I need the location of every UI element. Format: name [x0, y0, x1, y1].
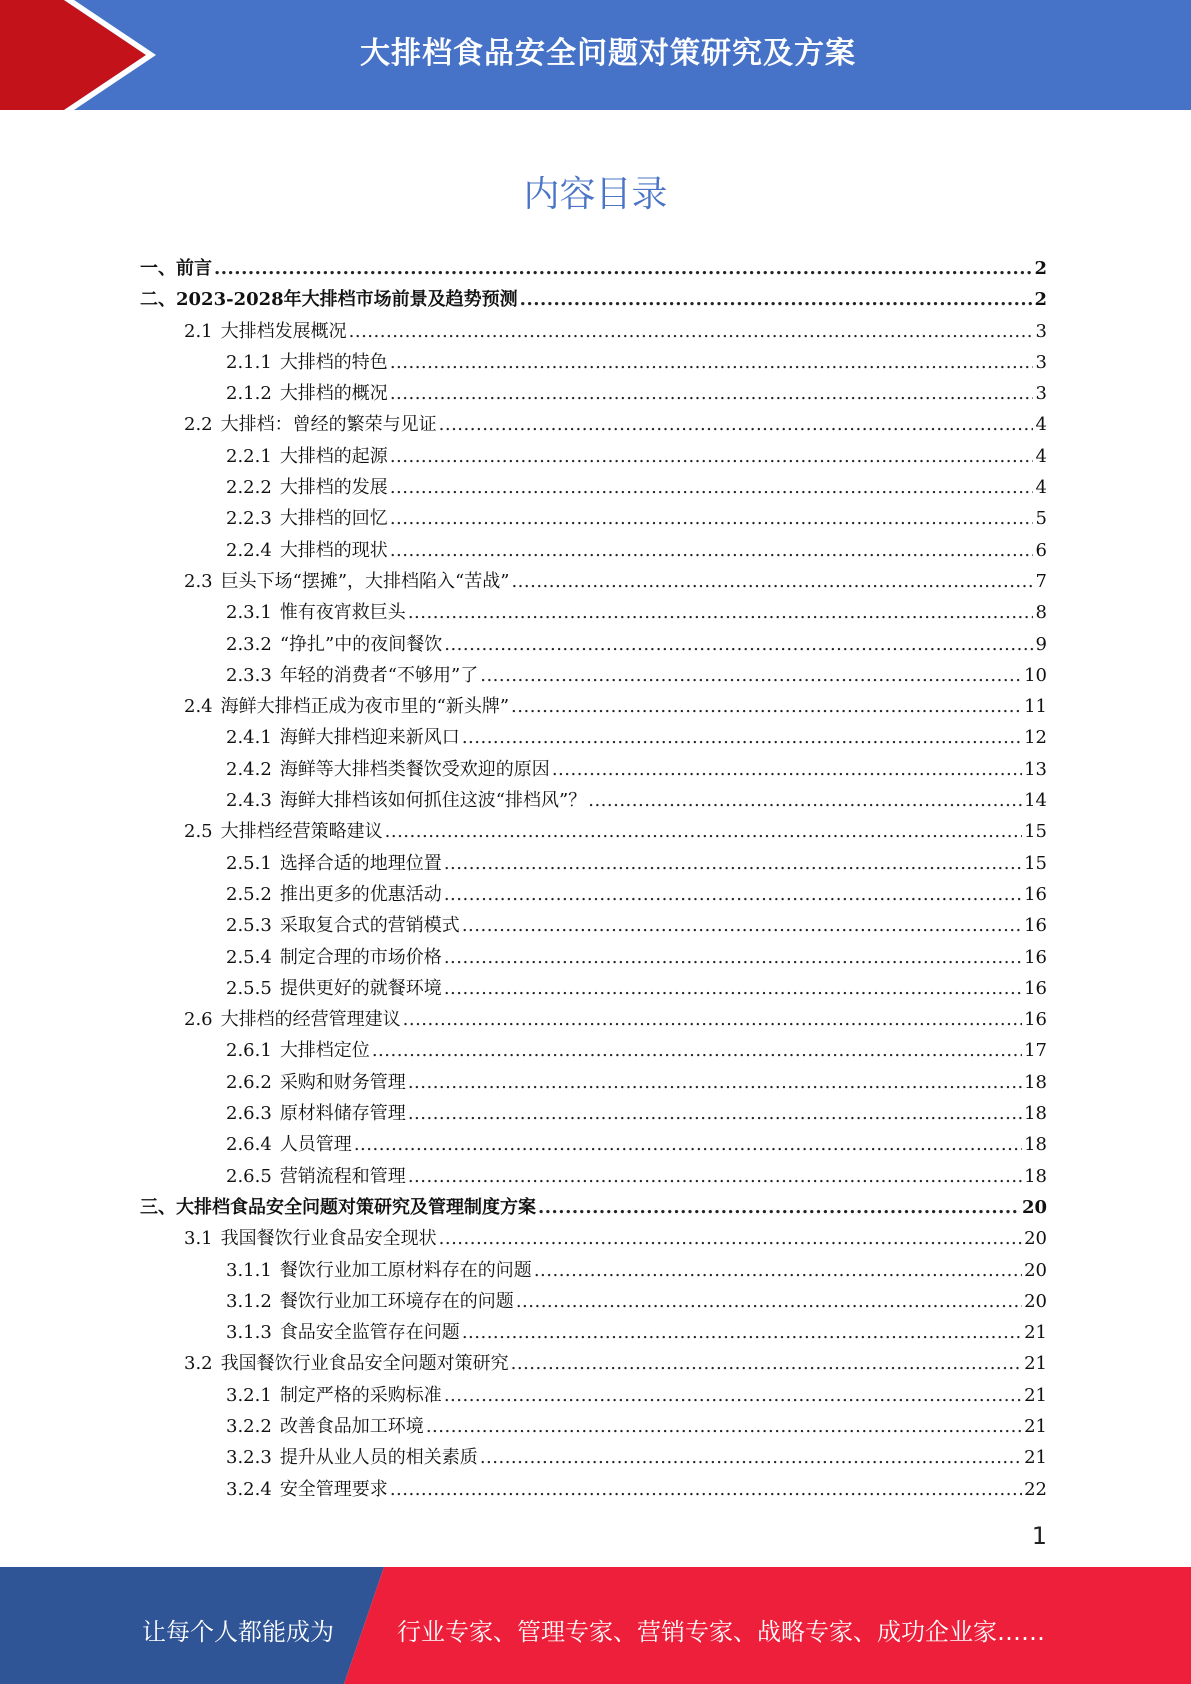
- toc-dot-leader: [408, 1103, 1022, 1124]
- toc-entry-label: 大排档：曾经的繁荣与见证: [220, 414, 437, 436]
- toc-dot-leader: [439, 1228, 1022, 1249]
- toc-entry-label: 食品安全监管存在问题: [279, 1322, 460, 1344]
- toc-dot-leader: [480, 1447, 1022, 1468]
- toc-entry-page: 20: [1024, 1228, 1047, 1250]
- toc-dot-leader: [511, 1353, 1022, 1374]
- toc-entry-number: 2.2.1: [226, 445, 272, 467]
- toc-entry-label: “挣扎”中的夜间餐饮: [279, 633, 443, 655]
- toc-entry-page: 3: [1035, 351, 1047, 373]
- toc-entry-label: 营销流程和管理: [279, 1165, 406, 1187]
- toc-dot-leader: [520, 289, 1033, 310]
- footer-slogan-left: 让每个人都能成为: [142, 1618, 334, 1646]
- toc-entry-label: 2023-2028年大排档市场前景及趋势预测: [176, 289, 518, 311]
- toc-entry[interactable]: [140, 880, 1047, 911]
- toc-dot-leader: [426, 1416, 1022, 1437]
- table-of-contents: [140, 254, 1047, 1506]
- footer-slogan-right: 行业专家、管理专家、营销专家、战略专家、成功企业家……: [397, 1618, 1045, 1646]
- toc-entry-number: 2.4.2: [226, 758, 272, 780]
- toc-dot-leader: [408, 1072, 1022, 1093]
- toc-entry[interactable]: [140, 410, 1047, 441]
- toc-entry-number: 一、: [140, 258, 176, 279]
- toc-entry-label: 年轻的消费者“不够用”了: [279, 664, 479, 686]
- toc-dot-leader: [385, 821, 1022, 842]
- toc-entry-page: 2: [1034, 289, 1047, 311]
- toc-entry[interactable]: [140, 379, 1047, 410]
- toc-dot-leader: [444, 634, 1033, 655]
- toc-entry-label: 海鲜大排档迎来新风口: [279, 727, 460, 749]
- toc-entry[interactable]: [140, 1256, 1047, 1287]
- toc-dot-leader: [390, 508, 1033, 529]
- toc-entry-label: 海鲜大排档该如何抓住这波“排档风”？: [279, 790, 587, 812]
- toc-entry-label: 我国餐饮行业食品安全问题对策研究: [220, 1353, 509, 1375]
- toc-heading: 内容目录: [523, 174, 668, 215]
- toc-entry-number: 3.2.1: [226, 1384, 272, 1406]
- toc-entry-number: 3.2: [184, 1353, 213, 1375]
- toc-entry-page: 18: [1024, 1071, 1047, 1093]
- toc-dot-leader: [372, 1040, 1022, 1061]
- toc-entry-page: 13: [1024, 758, 1047, 780]
- toc-dot-leader: [444, 947, 1022, 968]
- toc-entry-number: 3.1.3: [226, 1322, 272, 1344]
- toc-entry-page: 2: [1034, 258, 1047, 279]
- toc-entry-number: 2.6.5: [226, 1165, 272, 1187]
- toc-entry[interactable]: [140, 786, 1047, 817]
- toc-dot-leader: [354, 1134, 1022, 1155]
- toc-entry[interactable]: [140, 317, 1047, 348]
- toc-entry[interactable]: [140, 911, 1047, 942]
- toc-dot-leader: [588, 790, 1022, 811]
- toc-entry[interactable]: [140, 254, 1047, 285]
- toc-entry-number: 2.2.3: [226, 508, 272, 530]
- toc-entry-page: 21: [1024, 1353, 1047, 1375]
- toc-entry-number: 2.6: [184, 1009, 213, 1031]
- toc-entry-page: 22: [1024, 1478, 1047, 1500]
- toc-entry-number: 2.5.3: [226, 915, 272, 937]
- toc-entry[interactable]: [140, 567, 1047, 598]
- toc-entry[interactable]: [140, 1036, 1047, 1067]
- toc-dot-leader: [516, 1291, 1022, 1312]
- toc-entry-number: 2.6.3: [226, 1103, 272, 1125]
- toc-entry-number: 2.5.2: [226, 883, 272, 905]
- toc-entry-label: 大排档的发展: [279, 477, 388, 499]
- toc-entry-page: 21: [1024, 1384, 1047, 1406]
- toc-entry-page: 18: [1024, 1103, 1047, 1125]
- toc-entry-label: 人员管理: [279, 1134, 352, 1156]
- toc-entry[interactable]: [140, 285, 1047, 316]
- toc-entry[interactable]: [140, 1287, 1047, 1318]
- toc-entry[interactable]: [140, 1005, 1047, 1036]
- toc-entry-number: 三、: [140, 1196, 176, 1218]
- toc-entry-page: 20: [1024, 1290, 1047, 1312]
- toc-entry-page: 21: [1024, 1322, 1047, 1344]
- toc-entry[interactable]: [140, 473, 1047, 504]
- toc-entry-label: 提升从业人员的相关素质: [279, 1447, 478, 1469]
- toc-entry-label: 采购和财务管理: [279, 1071, 406, 1093]
- toc-dot-leader: [439, 414, 1033, 435]
- toc-entry-label: 大排档的回忆: [279, 508, 388, 530]
- toc-entry-page: 4: [1035, 477, 1047, 499]
- toc-entry[interactable]: [140, 1412, 1047, 1443]
- toc-entry-page: 6: [1035, 539, 1047, 561]
- toc-entry-number: 3.2.3: [226, 1447, 272, 1469]
- toc-entry-label: 巨头下场“摆摊”，大排档陷入“苦战”: [220, 570, 510, 592]
- toc-entry-page: 14: [1024, 790, 1047, 812]
- toc-entry-label: 大排档的概况: [279, 383, 388, 405]
- toc-entry-page: 15: [1024, 821, 1047, 843]
- toc-entry-number: 2.1.2: [226, 383, 272, 405]
- toc-dot-leader: [403, 1009, 1022, 1030]
- toc-entry-page: 5: [1035, 508, 1047, 530]
- toc-entry[interactable]: [140, 598, 1047, 629]
- page-footer: [0, 1567, 1191, 1684]
- toc-entry-page: 21: [1024, 1447, 1047, 1469]
- toc-entry-label: 前言: [176, 258, 212, 279]
- toc-entry[interactable]: [140, 504, 1047, 535]
- toc-dot-leader: [511, 571, 1033, 592]
- toc-entry-label: 惟有夜宵救巨头: [279, 602, 406, 624]
- toc-entry-page: 15: [1024, 852, 1047, 874]
- toc-dot-leader: [462, 727, 1022, 748]
- toc-entry-label: 制定合理的市场价格: [279, 946, 442, 968]
- toc-dot-leader: [349, 321, 1033, 342]
- toc-dot-leader: [480, 665, 1022, 686]
- toc-entry-page: 16: [1024, 915, 1047, 937]
- toc-entry[interactable]: [140, 1193, 1047, 1224]
- toc-entry[interactable]: [140, 1318, 1047, 1349]
- toc-entry[interactable]: [140, 974, 1047, 1005]
- toc-entry-page: 9: [1035, 633, 1047, 655]
- toc-entry-page: 20: [1024, 1259, 1047, 1281]
- toc-entry[interactable]: [140, 755, 1047, 786]
- toc-dot-leader: [390, 446, 1033, 467]
- toc-entry-label: 大排档发展概况: [220, 320, 347, 342]
- toc-entry-label: 餐饮行业加工环境存在的问题: [279, 1290, 514, 1312]
- toc-entry-page: 16: [1024, 883, 1047, 905]
- toc-entry[interactable]: [140, 1475, 1047, 1506]
- toc-entry-number: 2.1.1: [226, 351, 272, 373]
- toc-dot-leader: [390, 383, 1033, 404]
- toc-dot-leader: [390, 540, 1033, 561]
- toc-entry-page: 17: [1024, 1040, 1047, 1062]
- toc-entry-label: 大排档的特色: [279, 351, 388, 373]
- toc-entry-label: 原材料储存管理: [279, 1103, 406, 1125]
- toc-dot-leader: [390, 352, 1033, 373]
- toc-dot-leader: [444, 884, 1022, 905]
- toc-entry-number: 3.2.4: [226, 1478, 272, 1500]
- toc-entry-number: 2.2.2: [226, 477, 272, 499]
- toc-entry-number: 2.3.2: [226, 633, 272, 655]
- toc-entry[interactable]: [140, 1443, 1047, 1474]
- toc-entry-page: 8: [1035, 602, 1047, 624]
- toc-entry[interactable]: [140, 442, 1047, 473]
- toc-entry[interactable]: [140, 723, 1047, 754]
- toc-entry-number: 2.3: [184, 570, 213, 592]
- toc-entry-page: 4: [1035, 414, 1047, 436]
- toc-entry-page: 18: [1024, 1165, 1047, 1187]
- toc-entry[interactable]: [140, 1162, 1047, 1193]
- toc-entry-number: 2.4: [184, 696, 213, 718]
- toc-dot-leader: [444, 853, 1022, 874]
- toc-entry-label: 大排档定位: [279, 1040, 370, 1062]
- toc-dot-leader: [390, 1479, 1022, 1500]
- toc-dot-leader: [462, 915, 1022, 936]
- toc-dot-leader: [444, 1385, 1022, 1406]
- toc-entry-number: 2.5.5: [226, 977, 272, 999]
- toc-entry-number: 二、: [140, 289, 176, 311]
- toc-entry[interactable]: [140, 630, 1047, 661]
- toc-entry-number: 2.6.2: [226, 1071, 272, 1093]
- page-header: [0, 0, 1191, 110]
- toc-dot-leader: [214, 258, 1032, 279]
- toc-entry[interactable]: [140, 536, 1047, 567]
- toc-entry-label: 大排档食品安全问题对策研究及管理制度方案: [176, 1196, 536, 1218]
- toc-entry-label: 采取复合式的营销模式: [279, 915, 460, 937]
- toc-entry-number: 3.1: [184, 1228, 213, 1250]
- toc-entry-label: 大排档的现状: [279, 539, 388, 561]
- toc-entry[interactable]: [140, 849, 1047, 880]
- toc-entry-number: 2.5: [184, 821, 213, 843]
- toc-dot-leader: [390, 477, 1033, 498]
- toc-entry-page: 3: [1035, 383, 1047, 405]
- toc-entry-label: 我国餐饮行业食品安全现状: [220, 1228, 437, 1250]
- toc-entry-number: 2.6.1: [226, 1040, 272, 1062]
- toc-entry-page: 18: [1024, 1134, 1047, 1156]
- toc-entry-number: 2.4.1: [226, 727, 272, 749]
- toc-entry-page: 3: [1035, 320, 1047, 342]
- toc-entry-number: 3.1.2: [226, 1290, 272, 1312]
- toc-entry[interactable]: [140, 692, 1047, 723]
- toc-dot-leader: [534, 1260, 1022, 1281]
- toc-entry[interactable]: [140, 1224, 1047, 1255]
- toc-dot-leader: [462, 1322, 1022, 1343]
- toc-dot-leader: [444, 978, 1022, 999]
- toc-entry-label: 海鲜等大排档类餐饮受欢迎的原因: [279, 758, 550, 780]
- toc-entry-page: 20: [1021, 1196, 1047, 1218]
- toc-dot-leader: [552, 759, 1022, 780]
- toc-entry-page: 11: [1024, 696, 1047, 718]
- toc-entry-page: 12: [1024, 727, 1047, 749]
- toc-dot-leader: [538, 1197, 1020, 1218]
- toc-entry-label: 选择合适的地理位置: [279, 852, 442, 874]
- toc-entry-number: 3.1.1: [226, 1259, 272, 1281]
- toc-entry[interactable]: [140, 1099, 1047, 1130]
- toc-entry-number: 2.2: [184, 414, 213, 436]
- toc-entry-number: 2.5.1: [226, 852, 272, 874]
- toc-entry[interactable]: [140, 817, 1047, 848]
- toc-entry[interactable]: [140, 1068, 1047, 1099]
- document-title: 大排档食品安全问题对策研究及方案: [360, 36, 856, 71]
- toc-entry[interactable]: [140, 1130, 1047, 1161]
- toc-entry-label: 餐饮行业加工原材料存在的问题: [279, 1259, 532, 1281]
- toc-entry-number: 2.2.4: [226, 539, 272, 561]
- toc-entry-label: 海鲜大排档正成为夜市里的“新头牌”: [220, 696, 510, 718]
- toc-entry-page: 21: [1024, 1415, 1047, 1437]
- toc-entry[interactable]: [140, 1381, 1047, 1412]
- toc-entry[interactable]: [140, 661, 1047, 692]
- toc-entry-number: 2.5.4: [226, 946, 272, 968]
- toc-entry-label: 改善食品加工环境: [279, 1415, 424, 1437]
- toc-entry-page: 10: [1024, 664, 1047, 686]
- toc-entry-number: 2.1: [184, 320, 213, 342]
- toc-entry-label: 制定严格的采购标准: [279, 1384, 442, 1406]
- toc-entry-number: 2.3.3: [226, 664, 272, 686]
- toc-entry-number: 2.6.4: [226, 1134, 272, 1156]
- toc-dot-leader: [408, 1166, 1022, 1187]
- toc-entry[interactable]: [140, 348, 1047, 379]
- toc-entry-page: 16: [1024, 977, 1047, 999]
- toc-entry-label: 推出更多的优惠活动: [279, 883, 442, 905]
- toc-entry-label: 大排档经营策略建议: [220, 821, 383, 843]
- toc-entry-label: 提供更好的就餐环境: [279, 977, 442, 999]
- toc-entry-page: 4: [1035, 445, 1047, 467]
- toc-entry-number: 2.4.3: [226, 790, 272, 812]
- toc-entry-label: 大排档的经营管理建议: [220, 1009, 401, 1031]
- toc-entry-number: 2.3.1: [226, 602, 272, 624]
- page-number: 1: [1031, 1522, 1047, 1550]
- toc-dot-leader: [511, 696, 1022, 717]
- toc-entry-page: 16: [1024, 1009, 1047, 1031]
- toc-dot-leader: [408, 602, 1033, 623]
- toc-entry[interactable]: [140, 943, 1047, 974]
- toc-entry-label: 安全管理要求: [279, 1478, 388, 1500]
- toc-entry[interactable]: [140, 1349, 1047, 1380]
- toc-entry-page: 16: [1024, 946, 1047, 968]
- toc-entry-page: 7: [1035, 570, 1047, 592]
- toc-entry-label: 大排档的起源: [279, 445, 388, 467]
- toc-entry-number: 3.2.2: [226, 1415, 272, 1437]
